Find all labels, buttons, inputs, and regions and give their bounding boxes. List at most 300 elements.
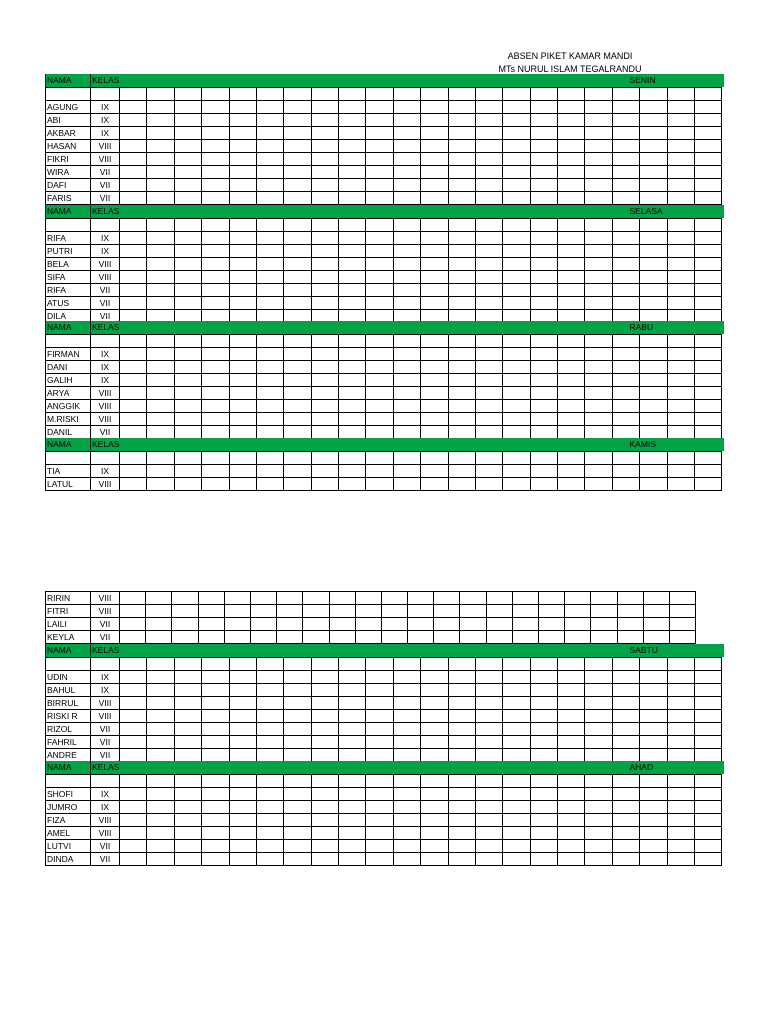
check-cell[interactable] [694, 113, 722, 126]
check-cell[interactable] [147, 126, 174, 139]
check-cell[interactable] [640, 670, 667, 683]
check-cell[interactable] [284, 813, 311, 826]
check-cell[interactable] [284, 852, 311, 865]
check-cell[interactable] [229, 813, 256, 826]
check-cell[interactable] [256, 800, 283, 813]
check-cell[interactable] [585, 657, 612, 670]
check-cell[interactable] [421, 373, 448, 386]
check-cell[interactable] [202, 87, 229, 100]
check-cell[interactable] [694, 826, 722, 839]
check-cell[interactable] [475, 683, 502, 696]
check-cell[interactable] [585, 696, 612, 709]
check-cell[interactable] [694, 283, 722, 296]
check-cell[interactable] [539, 618, 565, 631]
check-cell[interactable] [448, 787, 475, 800]
check-cell[interactable] [585, 464, 612, 477]
check-cell[interactable] [284, 191, 311, 204]
check-cell[interactable] [475, 451, 502, 464]
check-cell[interactable] [585, 139, 612, 152]
check-cell[interactable] [256, 178, 283, 191]
check-cell[interactable] [503, 231, 530, 244]
check-cell[interactable] [694, 774, 722, 787]
check-cell[interactable] [530, 257, 557, 270]
check-cell[interactable] [174, 412, 201, 425]
check-cell[interactable] [667, 464, 694, 477]
check-cell[interactable] [612, 839, 639, 852]
check-cell[interactable] [503, 334, 530, 347]
check-cell[interactable] [339, 683, 366, 696]
check-cell[interactable] [120, 139, 147, 152]
check-cell[interactable] [174, 399, 201, 412]
check-cell[interactable] [421, 100, 448, 113]
check-cell[interactable] [311, 683, 338, 696]
check-cell[interactable] [448, 735, 475, 748]
check-cell[interactable] [558, 178, 585, 191]
check-cell[interactable] [256, 670, 283, 683]
check-cell[interactable] [694, 722, 722, 735]
check-cell[interactable] [284, 399, 311, 412]
check-cell[interactable] [640, 451, 667, 464]
check-cell[interactable] [174, 464, 201, 477]
check-cell[interactable] [284, 100, 311, 113]
check-cell[interactable] [475, 670, 502, 683]
check-cell[interactable] [311, 347, 338, 360]
check-cell[interactable] [120, 657, 147, 670]
check-cell[interactable] [503, 257, 530, 270]
check-cell[interactable] [612, 670, 639, 683]
check-cell[interactable] [503, 296, 530, 309]
check-cell[interactable] [147, 218, 174, 231]
check-cell[interactable] [303, 592, 329, 605]
check-cell[interactable] [421, 774, 448, 787]
check-cell[interactable] [530, 451, 557, 464]
check-cell[interactable] [558, 477, 585, 490]
check-cell[interactable] [229, 839, 256, 852]
check-cell[interactable] [421, 425, 448, 438]
check-cell[interactable] [311, 191, 338, 204]
check-cell[interactable] [530, 218, 557, 231]
check-cell[interactable] [558, 722, 585, 735]
check-cell[interactable] [640, 270, 667, 283]
check-cell[interactable] [503, 113, 530, 126]
check-cell[interactable] [503, 270, 530, 283]
check-cell[interactable] [558, 283, 585, 296]
check-cell[interactable] [339, 709, 366, 722]
check-cell[interactable] [339, 477, 366, 490]
check-cell[interactable] [366, 191, 393, 204]
check-cell[interactable] [667, 722, 694, 735]
check-cell[interactable] [667, 178, 694, 191]
check-cell[interactable] [393, 748, 420, 761]
check-cell[interactable] [612, 813, 639, 826]
check-cell[interactable] [202, 709, 229, 722]
check-cell[interactable] [174, 218, 201, 231]
check-cell[interactable] [486, 631, 512, 644]
check-cell[interactable] [355, 631, 381, 644]
check-cell[interactable] [585, 412, 612, 425]
check-cell[interactable] [421, 113, 448, 126]
check-cell[interactable] [202, 735, 229, 748]
check-cell[interactable] [229, 774, 256, 787]
check-cell[interactable] [539, 631, 565, 644]
check-cell[interactable] [612, 451, 639, 464]
check-cell[interactable] [694, 451, 722, 464]
check-cell[interactable] [311, 257, 338, 270]
check-cell[interactable] [448, 696, 475, 709]
check-cell[interactable] [229, 191, 256, 204]
check-cell[interactable] [229, 683, 256, 696]
check-cell[interactable] [229, 244, 256, 257]
check-cell[interactable] [339, 191, 366, 204]
check-cell[interactable] [256, 813, 283, 826]
check-cell[interactable] [393, 826, 420, 839]
check-cell[interactable] [475, 852, 502, 865]
check-cell[interactable] [284, 412, 311, 425]
check-cell[interactable] [694, 386, 722, 399]
check-cell[interactable] [147, 399, 174, 412]
check-cell[interactable] [530, 191, 557, 204]
check-cell[interactable] [229, 347, 256, 360]
check-cell[interactable] [558, 360, 585, 373]
check-cell[interactable] [667, 334, 694, 347]
check-cell[interactable] [311, 735, 338, 748]
check-cell[interactable] [381, 605, 407, 618]
check-cell[interactable] [366, 270, 393, 283]
check-cell[interactable] [448, 270, 475, 283]
check-cell[interactable] [530, 722, 557, 735]
check-cell[interactable] [256, 425, 283, 438]
check-cell[interactable] [694, 165, 722, 178]
check-cell[interactable] [46, 218, 91, 231]
check-cell[interactable] [229, 464, 256, 477]
check-cell[interactable] [229, 100, 256, 113]
check-cell[interactable] [530, 165, 557, 178]
check-cell[interactable] [147, 100, 174, 113]
check-cell[interactable] [475, 748, 502, 761]
check-cell[interactable] [694, 813, 722, 826]
check-cell[interactable] [366, 244, 393, 257]
check-cell[interactable] [503, 347, 530, 360]
check-cell[interactable] [229, 373, 256, 386]
check-cell[interactable] [256, 451, 283, 464]
check-cell[interactable] [408, 618, 434, 631]
check-cell[interactable] [366, 670, 393, 683]
check-cell[interactable] [612, 113, 639, 126]
check-cell[interactable] [339, 425, 366, 438]
check-cell[interactable] [229, 296, 256, 309]
check-cell[interactable] [202, 425, 229, 438]
check-cell[interactable] [229, 152, 256, 165]
check-cell[interactable] [640, 425, 667, 438]
check-cell[interactable] [120, 709, 147, 722]
check-cell[interactable] [202, 152, 229, 165]
check-cell[interactable] [585, 735, 612, 748]
check-cell[interactable] [284, 425, 311, 438]
check-cell[interactable] [539, 592, 565, 605]
check-cell[interactable] [640, 800, 667, 813]
check-cell[interactable] [612, 100, 639, 113]
check-cell[interactable] [448, 670, 475, 683]
check-cell[interactable] [174, 244, 201, 257]
check-cell[interactable] [591, 605, 617, 618]
check-cell[interactable] [643, 592, 669, 605]
check-cell[interactable] [229, 670, 256, 683]
check-cell[interactable] [174, 165, 201, 178]
check-cell[interactable] [585, 100, 612, 113]
check-cell[interactable] [174, 852, 201, 865]
check-cell[interactable] [612, 735, 639, 748]
check-cell[interactable] [512, 618, 538, 631]
check-cell[interactable] [694, 657, 722, 670]
check-cell[interactable] [250, 618, 276, 631]
check-cell[interactable] [393, 373, 420, 386]
check-cell[interactable] [120, 347, 147, 360]
check-cell[interactable] [120, 696, 147, 709]
check-cell[interactable] [198, 605, 224, 618]
check-cell[interactable] [393, 191, 420, 204]
check-cell[interactable] [558, 399, 585, 412]
check-cell[interactable] [339, 113, 366, 126]
check-cell[interactable] [694, 244, 722, 257]
check-cell[interactable] [284, 826, 311, 839]
check-cell[interactable] [558, 270, 585, 283]
check-cell[interactable] [694, 87, 722, 100]
check-cell[interactable] [202, 839, 229, 852]
check-cell[interactable] [174, 839, 201, 852]
check-cell[interactable] [640, 244, 667, 257]
check-cell[interactable] [667, 191, 694, 204]
check-cell[interactable] [229, 787, 256, 800]
check-cell[interactable] [172, 605, 198, 618]
check-cell[interactable] [366, 218, 393, 231]
check-cell[interactable] [229, 165, 256, 178]
check-cell[interactable] [277, 592, 303, 605]
check-cell[interactable] [421, 748, 448, 761]
check-cell[interactable] [434, 605, 460, 618]
check-cell[interactable] [585, 334, 612, 347]
check-cell[interactable] [558, 126, 585, 139]
check-cell[interactable] [174, 113, 201, 126]
check-cell[interactable] [393, 683, 420, 696]
check-cell[interactable] [202, 139, 229, 152]
check-cell[interactable] [503, 477, 530, 490]
check-cell[interactable] [147, 191, 174, 204]
check-cell[interactable] [448, 464, 475, 477]
check-cell[interactable] [311, 360, 338, 373]
check-cell[interactable] [284, 670, 311, 683]
check-cell[interactable] [174, 670, 201, 683]
check-cell[interactable] [366, 839, 393, 852]
check-cell[interactable] [503, 683, 530, 696]
check-cell[interactable] [229, 139, 256, 152]
check-cell[interactable] [256, 113, 283, 126]
check-cell[interactable] [229, 451, 256, 464]
check-cell[interactable] [311, 670, 338, 683]
check-cell[interactable] [147, 296, 174, 309]
check-cell[interactable] [503, 373, 530, 386]
check-cell[interactable] [617, 631, 643, 644]
check-cell[interactable] [147, 477, 174, 490]
check-cell[interactable] [355, 618, 381, 631]
check-cell[interactable] [694, 296, 722, 309]
check-cell[interactable] [512, 605, 538, 618]
check-cell[interactable] [585, 839, 612, 852]
check-cell[interactable] [421, 244, 448, 257]
check-cell[interactable] [120, 839, 147, 852]
check-cell[interactable] [91, 774, 120, 787]
check-cell[interactable] [448, 347, 475, 360]
check-cell[interactable] [174, 178, 201, 191]
check-cell[interactable] [448, 87, 475, 100]
check-cell[interactable] [503, 100, 530, 113]
check-cell[interactable] [612, 283, 639, 296]
check-cell[interactable] [172, 631, 198, 644]
check-cell[interactable] [120, 386, 147, 399]
check-cell[interactable] [229, 709, 256, 722]
check-cell[interactable] [448, 774, 475, 787]
check-cell[interactable] [448, 373, 475, 386]
check-cell[interactable] [339, 464, 366, 477]
check-cell[interactable] [530, 464, 557, 477]
check-cell[interactable] [585, 191, 612, 204]
check-cell[interactable] [558, 412, 585, 425]
check-cell[interactable] [585, 347, 612, 360]
check-cell[interactable] [339, 826, 366, 839]
check-cell[interactable] [311, 826, 338, 839]
check-cell[interactable] [475, 126, 502, 139]
check-cell[interactable] [503, 165, 530, 178]
check-cell[interactable] [558, 373, 585, 386]
check-cell[interactable] [284, 735, 311, 748]
check-cell[interactable] [421, 218, 448, 231]
check-cell[interactable] [147, 244, 174, 257]
check-cell[interactable] [393, 464, 420, 477]
check-cell[interactable] [146, 631, 172, 644]
check-cell[interactable] [640, 165, 667, 178]
check-cell[interactable] [503, 670, 530, 683]
check-cell[interactable] [198, 618, 224, 631]
check-cell[interactable] [366, 657, 393, 670]
check-cell[interactable] [329, 618, 355, 631]
check-cell[interactable] [120, 270, 147, 283]
check-cell[interactable] [393, 670, 420, 683]
check-cell[interactable] [174, 152, 201, 165]
check-cell[interactable] [640, 100, 667, 113]
check-cell[interactable] [277, 631, 303, 644]
check-cell[interactable] [640, 152, 667, 165]
check-cell[interactable] [393, 244, 420, 257]
check-cell[interactable] [640, 178, 667, 191]
check-cell[interactable] [120, 826, 147, 839]
check-cell[interactable] [667, 696, 694, 709]
check-cell[interactable] [147, 748, 174, 761]
check-cell[interactable] [366, 826, 393, 839]
check-cell[interactable] [585, 425, 612, 438]
check-cell[interactable] [421, 231, 448, 244]
check-cell[interactable] [585, 270, 612, 283]
check-cell[interactable] [503, 464, 530, 477]
check-cell[interactable] [612, 852, 639, 865]
check-cell[interactable] [311, 800, 338, 813]
check-cell[interactable] [565, 618, 591, 631]
check-cell[interactable] [421, 464, 448, 477]
check-cell[interactable] [503, 657, 530, 670]
check-cell[interactable] [202, 165, 229, 178]
check-cell[interactable] [612, 683, 639, 696]
check-cell[interactable] [229, 657, 256, 670]
check-cell[interactable] [448, 296, 475, 309]
check-cell[interactable] [256, 191, 283, 204]
check-cell[interactable] [448, 709, 475, 722]
check-cell[interactable] [250, 605, 276, 618]
check-cell[interactable] [612, 787, 639, 800]
check-cell[interactable] [284, 139, 311, 152]
check-cell[interactable] [339, 218, 366, 231]
check-cell[interactable] [174, 100, 201, 113]
check-cell[interactable] [585, 218, 612, 231]
check-cell[interactable] [120, 605, 146, 618]
check-cell[interactable] [694, 373, 722, 386]
check-cell[interactable] [284, 373, 311, 386]
check-cell[interactable] [448, 191, 475, 204]
check-cell[interactable] [448, 839, 475, 852]
check-cell[interactable] [120, 296, 147, 309]
check-cell[interactable] [640, 464, 667, 477]
check-cell[interactable] [421, 657, 448, 670]
check-cell[interactable] [311, 748, 338, 761]
check-cell[interactable] [311, 451, 338, 464]
check-cell[interactable] [503, 283, 530, 296]
check-cell[interactable] [311, 152, 338, 165]
check-cell[interactable] [503, 386, 530, 399]
check-cell[interactable] [256, 477, 283, 490]
check-cell[interactable] [640, 412, 667, 425]
check-cell[interactable] [530, 360, 557, 373]
check-cell[interactable] [284, 244, 311, 257]
check-cell[interactable] [256, 152, 283, 165]
check-cell[interactable] [202, 670, 229, 683]
check-cell[interactable] [174, 477, 201, 490]
check-cell[interactable] [640, 231, 667, 244]
check-cell[interactable] [311, 270, 338, 283]
check-cell[interactable] [640, 683, 667, 696]
check-cell[interactable] [558, 839, 585, 852]
check-cell[interactable] [667, 218, 694, 231]
check-cell[interactable] [393, 139, 420, 152]
check-cell[interactable] [640, 218, 667, 231]
check-cell[interactable] [120, 244, 147, 257]
check-cell[interactable] [120, 451, 147, 464]
check-cell[interactable] [46, 87, 91, 100]
check-cell[interactable] [256, 787, 283, 800]
check-cell[interactable] [421, 139, 448, 152]
check-cell[interactable] [612, 231, 639, 244]
check-cell[interactable] [339, 839, 366, 852]
check-cell[interactable] [694, 787, 722, 800]
check-cell[interactable] [311, 126, 338, 139]
check-cell[interactable] [694, 464, 722, 477]
check-cell[interactable] [512, 592, 538, 605]
check-cell[interactable] [475, 386, 502, 399]
check-cell[interactable] [475, 347, 502, 360]
check-cell[interactable] [667, 735, 694, 748]
check-cell[interactable] [174, 813, 201, 826]
check-cell[interactable] [448, 334, 475, 347]
check-cell[interactable] [503, 191, 530, 204]
check-cell[interactable] [256, 748, 283, 761]
check-cell[interactable] [421, 87, 448, 100]
check-cell[interactable] [366, 126, 393, 139]
